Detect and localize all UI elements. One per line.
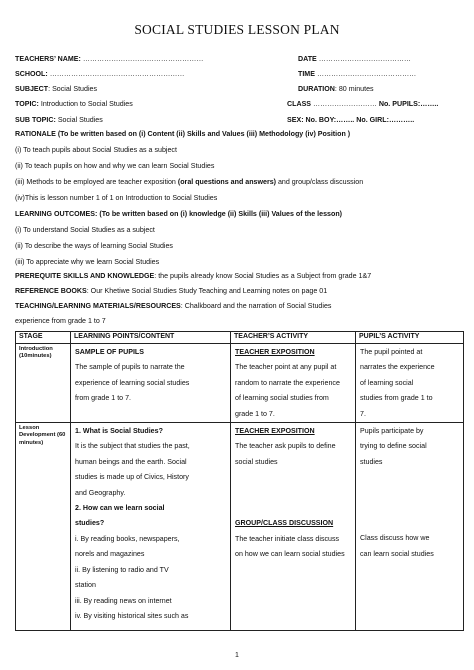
content-line: studies is made up of Civics, History (75, 473, 189, 482)
materials-text: : Chalkboard and the narration of Social Studies (180, 302, 332, 310)
sex-row: SEX: No. BOY:…….. No. GIRL:……….. (287, 116, 415, 124)
rationale-item-3-bold: (oral questions and answers) (177, 178, 277, 186)
rationale-item-3 (15, 179, 363, 186)
outcomes-heading-rest: : (To be written based on (i) knowledge (ii) Skills (iii) Values of the lesson) (95, 210, 343, 218)
pupil-line: The pupil pointed at (360, 348, 423, 356)
page-number: 1 (235, 652, 239, 659)
teacher-line: of learning social studies from (235, 394, 329, 403)
way-line: iii. By reading news on internet (75, 596, 172, 605)
topic-row (15, 101, 133, 108)
content-line: It is the subject that studies the past, (75, 442, 190, 451)
class-label: CLASS (287, 100, 312, 108)
teacher-heading-2: GROUP/CLASS DISCUSSION (235, 519, 334, 528)
time-label: TIME (298, 70, 315, 78)
reference-text: : Our Khetiwe Social Studies Study Teaching and Learning notes on page 01 (86, 287, 328, 295)
spacer (360, 470, 459, 531)
date-label: DATE (298, 55, 317, 63)
pupil-line: trying to define social (360, 442, 427, 451)
stage-introduction: Introduction (10minutes) (16, 344, 71, 423)
outcomes-heading (15, 211, 342, 218)
school-field[interactable]: ………………………………………………… (49, 70, 185, 78)
way-line: i. By reading books, newspapers, (75, 534, 180, 543)
header-learning-points: LEARNING POINTS/CONTENT (71, 332, 231, 344)
rationale-item-1: (i) To teach pupils about Social Studies as a subject (15, 146, 177, 154)
subject-value: : Social Studies (48, 85, 98, 93)
way-line: norels and magazines (75, 550, 145, 559)
content-introduction (71, 344, 231, 423)
teacher-line: random to narrate the experience (235, 378, 340, 387)
rationale-item-3-tail: and group/class discussion (276, 178, 364, 186)
teacher-heading: TEACHER EXPOSITION (235, 348, 315, 356)
table-row (16, 344, 464, 423)
content-line: The sample of pupils to narrate the (75, 363, 185, 372)
duration-value: : 80 minutes (334, 85, 374, 93)
teacher-heading: TEACHER EXPOSITION (235, 427, 315, 436)
pupil-activity-lesson-development (356, 423, 464, 631)
outcomes-heading-label: LEARNING OUTCOMES (15, 210, 96, 218)
outcome-item-3: (iii) To appreciate why we learn Social Studies (15, 258, 160, 266)
teacher-line: The teacher initiate class discuss (235, 534, 340, 543)
stage-lesson-development: Lesson Development (60 minutes) (16, 423, 71, 631)
question-1: 1. What is Social Studies? (75, 427, 163, 436)
teacher-line: on how we can learn social studies (235, 550, 345, 559)
topic-value: Introduction to Social Studies (38, 100, 133, 108)
content-lesson-development (71, 423, 231, 631)
no-pupils-label: No. PUPILS:…….. (378, 100, 439, 108)
date-row (298, 56, 411, 63)
subject-row (15, 86, 97, 93)
school-row (15, 71, 184, 78)
pupil-line: Pupils participate by (360, 427, 424, 436)
school-label: SCHOOL: (15, 70, 48, 78)
page-title: SOCIAL STUDIES LESSON PLAN (134, 22, 340, 37)
rationale-item-3-start: (iii) Methods to be employed are teacher exposition (15, 178, 178, 186)
pupil-activity-introduction (356, 344, 464, 423)
prerequisite-label: PREREQUITE SKILLS AND KNOWLEDGE (15, 272, 155, 280)
teacher-line: grade 1 to 7. (235, 409, 275, 418)
teachers-name-label: TEACHERS’ NAME: (15, 55, 81, 63)
question-2-cont: studies? (75, 519, 105, 528)
table-row (16, 423, 464, 631)
class-row (287, 101, 438, 108)
reference-row (15, 288, 327, 295)
rationale-item-4: (iv)This is lesson number 1 of 1 on Introduction to Social Studies (15, 194, 218, 202)
outcome-item-1: (i) To understand Social Studies as a subject (15, 226, 155, 234)
content-line: experience of learning social studies (75, 378, 190, 387)
rationale-item-2: (ii) To teach pupils on how and why we can learn Social Studies (15, 162, 215, 170)
pupil-line: of learning social (360, 378, 414, 387)
pupil-line: narrates the experience (360, 363, 435, 372)
subtopic-value: Social Studies (55, 116, 103, 124)
content-line: human beings and the earth. Social (75, 457, 187, 466)
teacher-line: The teacher ask pupils to define (235, 442, 336, 451)
materials-line-2: experience from grade 1 to 7 (15, 317, 106, 325)
spacer (235, 470, 351, 516)
subtopic-label: SUB TOPIC: (15, 116, 56, 124)
lesson-table (15, 331, 464, 631)
teacher-line: social studies (235, 457, 278, 466)
subtopic-row (15, 117, 103, 124)
content-heading: SAMPLE OF PUPILS (75, 348, 144, 356)
header-teachers-activity: TEACHER’S ACTIVITY (231, 332, 356, 344)
time-row (298, 71, 416, 78)
content-line: and Geography. (75, 488, 126, 497)
pupil-line: studies from grade 1 to (360, 394, 433, 403)
prerequisite-row (15, 273, 371, 280)
time-field[interactable]: …………………………………… (316, 70, 417, 78)
question-2: 2. How can we learn social (75, 504, 165, 513)
header-pupils-activity: PUPIL’S ACTIVITY (356, 332, 464, 344)
pupil-line: 7. (360, 409, 366, 418)
teachers-name-field[interactable]: …………………………………………… (82, 55, 204, 63)
way-line: iv. By visiting historical sites such as (75, 611, 189, 620)
reference-label: REFERENCE BOOKS (15, 287, 87, 295)
topic-label: TOPIC: (15, 100, 39, 108)
teacher-activity-lesson-development (231, 423, 356, 631)
outcome-item-2: (ii) To describe the ways of learning Social Studies (15, 242, 173, 250)
table-header-row (16, 332, 464, 344)
pupil-line: studies (360, 457, 383, 466)
header-stage: STAGE (16, 332, 71, 344)
pupil-line: Class discuss how we (360, 534, 430, 543)
date-field[interactable]: ………………………………… (318, 55, 411, 63)
prerequisite-text: : the pupils already know Social Studies as a Subject from grade 1&7 (154, 272, 372, 280)
teacher-activity-introduction (231, 344, 356, 423)
way-line: ii. By listening to radio and TV (75, 565, 169, 574)
content-line: from grade 1 to 7. (75, 394, 131, 403)
duration-row (298, 86, 374, 93)
way-line: station (75, 581, 96, 590)
materials-label: TEACHING/LEARNING MATERIALS/RESOURCES (15, 302, 181, 310)
teacher-line: The teacher point at any pupil at (235, 363, 337, 372)
class-field[interactable]: ……………………… (311, 100, 379, 108)
materials-row (15, 303, 331, 310)
duration-label: DURATION (298, 85, 335, 93)
teachers-name-row (15, 56, 203, 63)
subject-label: SUBJECT (15, 85, 49, 93)
pupil-line: can learn social studies (360, 549, 434, 558)
rationale-heading: RATIONALE (To be written based on (i) Content (ii) Skills and Values (iii) Methodology (iv) Position ) (15, 130, 351, 138)
